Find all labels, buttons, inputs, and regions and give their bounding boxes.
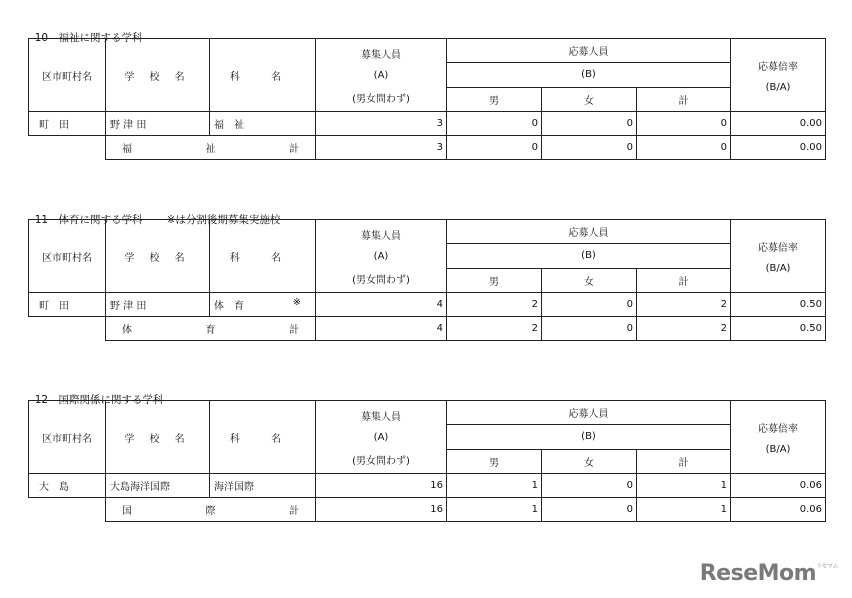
subtotal-row <box>29 498 826 522</box>
header-department: 科 名 <box>210 220 316 293</box>
subtotal-row <box>29 136 826 160</box>
cell-recruit: 16 <box>316 474 447 498</box>
subtotal-label: 福 祉 計 <box>106 136 316 160</box>
subtotal-row <box>29 317 826 341</box>
subtotal-male: 1 <box>447 498 542 522</box>
subtotal-ratio: 0.50 <box>731 317 826 341</box>
cell-district: 町 田 <box>29 112 106 136</box>
header-recruit: 募集人員 (A) (男女問わず) <box>316 401 447 474</box>
header-female: 女 <box>542 268 637 292</box>
subtotal-ratio: 0.06 <box>731 498 826 522</box>
cell-male: 0 <box>447 112 542 136</box>
cell-female: 0 <box>542 474 637 498</box>
header-school: 学 校 名 <box>106 220 210 293</box>
header-male: 男 <box>447 87 542 111</box>
cell-recruit: 4 <box>316 293 447 317</box>
section-title-text: 12 国際関係に関する学科 <box>34 394 164 406</box>
header-ratio: 応募倍率 (B/A) <box>731 220 826 293</box>
header-applicants: 応募人員 <box>447 220 731 244</box>
subtotal-blank <box>29 136 106 160</box>
cell-ratio: 0.00 <box>731 112 826 136</box>
section-title-text: 10 福祉に関する学科 <box>34 32 143 44</box>
cell-female: 0 <box>542 112 637 136</box>
header-applicants-b: (B) <box>447 63 731 87</box>
cell-district: 大 島 <box>29 474 106 498</box>
table-row <box>29 112 826 136</box>
subtotal-blank <box>29 498 106 522</box>
header-district: 区市町村名 <box>29 39 106 112</box>
enrollment-table <box>28 38 826 160</box>
cell-district: 町 田 <box>29 293 106 317</box>
header-school: 学 校 名 <box>106 401 210 474</box>
header-total: 計 <box>637 87 731 111</box>
header-male: 男 <box>447 268 542 292</box>
table-row <box>29 293 826 317</box>
cell-female: 0 <box>542 293 637 317</box>
resemom-logo: ReseMom$^{リセマム}$ <box>699 561 838 586</box>
enrollment-table <box>28 400 826 522</box>
subtotal-recruit: 16 <box>316 498 447 522</box>
cell-department: 海洋国際 <box>210 474 316 498</box>
section-note: ※は分割後期募集実施校 <box>166 214 281 226</box>
header-department: 科 名 <box>210 401 316 474</box>
subtotal-female: 0 <box>542 498 637 522</box>
header-total: 計 <box>637 449 731 473</box>
subtotal-blank <box>29 317 106 341</box>
subtotal-recruit: 4 <box>316 317 447 341</box>
subtotal-total: 0 <box>637 136 731 160</box>
cell-total: 1 <box>637 474 731 498</box>
cell-recruit: 3 <box>316 112 447 136</box>
enrollment-table <box>28 219 826 341</box>
header-school: 学 校 名 <box>106 39 210 112</box>
header-department: 科 名 <box>210 39 316 112</box>
header-district: 区市町村名 <box>29 220 106 293</box>
header-total: 計 <box>637 268 731 292</box>
section-title-text: 11 体育に関する学科 <box>34 214 143 226</box>
subtotal-female: 0 <box>542 136 637 160</box>
subtotal-male: 0 <box>447 136 542 160</box>
cell-total: 0 <box>637 112 731 136</box>
cell-ratio: 0.50 <box>731 293 826 317</box>
cell-male: 1 <box>447 474 542 498</box>
header-applicants-b: (B) <box>447 425 731 449</box>
subtotal-total: 2 <box>637 317 731 341</box>
cell-male: 2 <box>447 293 542 317</box>
table-row <box>29 474 826 498</box>
cell-school: 野 津 田 <box>106 293 210 317</box>
subtotal-female: 0 <box>542 317 637 341</box>
subtotal-male: 2 <box>447 317 542 341</box>
header-applicants: 応募人員 <box>447 39 731 63</box>
header-applicants: 応募人員 <box>447 401 731 425</box>
header-ratio: 応募倍率 (B/A) <box>731 401 826 474</box>
header-applicants-b: (B) <box>447 244 731 268</box>
header-male: 男 <box>447 449 542 473</box>
cell-department: 体 育 ※ <box>210 293 316 317</box>
header-female: 女 <box>542 449 637 473</box>
subtotal-recruit: 3 <box>316 136 447 160</box>
header-recruit: 募集人員 (A) (男女問わず) <box>316 220 447 293</box>
lottery-mark: ※ <box>292 297 301 308</box>
cell-ratio: 0.06 <box>731 474 826 498</box>
subtotal-ratio: 0.00 <box>731 136 826 160</box>
cell-total: 2 <box>637 293 731 317</box>
subtotal-total: 1 <box>637 498 731 522</box>
subtotal-label: 体 育 計 <box>106 317 316 341</box>
subtotal-label: 国 際 計 <box>106 498 316 522</box>
header-female: 女 <box>542 87 637 111</box>
cell-department: 福 祉 <box>210 112 316 136</box>
header-ratio: 応募倍率 (B/A) <box>731 39 826 112</box>
cell-school: 野 津 田 <box>106 112 210 136</box>
cell-school: 大島海洋国際 <box>106 474 210 498</box>
header-recruit: 募集人員 (A) (男女問わず) <box>316 39 447 112</box>
header-district: 区市町村名 <box>29 401 106 474</box>
